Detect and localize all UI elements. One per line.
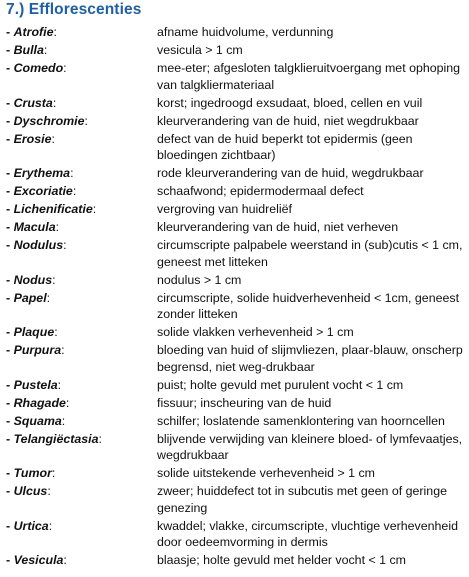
term-name: Macula <box>13 220 56 235</box>
term-definition: zweer; huiddefect tot in subcutis met geen of geringe genezing <box>157 484 447 515</box>
term-name: Dyschromie <box>13 113 85 128</box>
term-definition: circumscripte palpabele weerstand in (sub)cutis < 1 cm, geneest met litteken <box>157 238 463 269</box>
definition-entry <box>6 518 466 551</box>
term: - Vesicula: <box>6 553 67 568</box>
term-name: Bulla <box>13 42 44 57</box>
term-definition: defect van de huid beperkt tot epidermis (geen bloedingen zichtbaar) <box>157 131 413 163</box>
term-name: Crusta <box>13 95 53 110</box>
term-definition: fissuur; inscheuring van de huid <box>157 395 332 410</box>
definition-entry <box>6 237 466 270</box>
definition-entry <box>6 24 466 41</box>
definition-entry <box>6 131 466 164</box>
term-name: Purpura <box>13 343 62 358</box>
term: - Atrofie: <box>6 25 57 39</box>
term: - Rhagade: <box>6 395 70 410</box>
term-definition: afname huidvolume, verdunning <box>157 25 334 39</box>
term: - Lichenificatie: <box>6 202 97 217</box>
definition-entry <box>6 183 466 200</box>
term: - Plaque: <box>6 325 58 340</box>
term-definition: vesicula > 1 cm <box>157 42 243 57</box>
term-definition: circumscripte, solide huidverhevenheid < 1cm, geneest zonder litteken <box>157 290 460 322</box>
term-name: Squama <box>13 413 62 428</box>
term-name: Ulcus <box>13 484 48 499</box>
term: - Nodulus: <box>6 238 67 253</box>
definition-entry <box>6 431 466 464</box>
definition-entry <box>6 60 466 93</box>
term: - Squama: <box>6 413 66 428</box>
definition-entry <box>6 395 466 412</box>
term: - Macula: <box>6 220 60 235</box>
term-name: Erosie <box>13 131 52 146</box>
term-name: Erythema <box>13 166 71 181</box>
term-definition: blaasje; holte gevuld met helder vocht < 1 cm <box>157 553 406 568</box>
term-name: Telangiëctasia <box>13 431 99 446</box>
term-name: Rhagade <box>13 395 66 410</box>
term: - Papel: <box>6 290 51 305</box>
term-definition: kwaddel; vlakke, circumscripte, vluchtige verhevenheid door oedeemvorming in dermis <box>157 518 458 550</box>
definition-entry <box>6 413 466 430</box>
term-name: Papel <box>13 290 47 305</box>
term-name: Nodus <box>13 272 53 287</box>
section-title: 7.) Efflorescenties <box>6 1 142 18</box>
term: - Telangiëctasia: <box>6 431 102 446</box>
term: - Urtica: <box>6 518 53 533</box>
term: - Bulla: <box>6 42 48 57</box>
term-definition: kleurverandering van de huid, niet verheven <box>157 220 399 235</box>
term-definition: korst; ingedroogd exsudaat, bloed, cellen en vuil <box>157 95 423 110</box>
definition-entry <box>6 342 466 375</box>
term-name: Lichenificatie <box>13 202 93 217</box>
definition-entry <box>6 165 466 182</box>
term-name: Comedo <box>13 60 64 75</box>
definition-entry <box>6 324 466 341</box>
definition-entry <box>6 95 466 112</box>
definition-entry <box>6 42 466 59</box>
term: - Dyschromie: <box>6 113 88 128</box>
term-definition: vergroving van huidreliëf <box>157 202 292 217</box>
term-definition: nodulus > 1 cm <box>157 272 242 287</box>
term-name: Plaque <box>13 325 55 340</box>
term-name: Nodulus <box>13 238 64 253</box>
term: - Erythema: <box>6 166 74 181</box>
definition-entry <box>6 272 466 289</box>
term: - Ulcus: <box>6 484 51 499</box>
definition-entry <box>6 465 466 482</box>
definition-entry <box>6 377 466 394</box>
term-definition: schaafwond; epidermodermaal defect <box>157 184 364 199</box>
term: - Erosie: <box>6 131 55 146</box>
term: - Nodus: <box>6 272 56 287</box>
definition-entry <box>6 113 466 130</box>
definition-entry <box>6 201 466 218</box>
term-definition: solide vlakken verhevenheid > 1 cm <box>157 325 354 340</box>
term-definition: mee-eter; afgesloten talgklieruitvoergang met ophoping van talgkliermateriaal <box>157 60 461 92</box>
definition-entry <box>6 483 466 516</box>
term-definition: schilfer; loslatende samenklontering van hoorncellen <box>157 413 445 428</box>
term-name: Excoriatie <box>13 184 73 199</box>
term-name: Tumor <box>13 466 52 481</box>
term: - Purpura: <box>6 343 65 358</box>
term: - Tumor: <box>6 466 56 481</box>
term-definition: solide uitstekende verhevenheid > 1 cm <box>157 466 376 481</box>
term-definition: bloeding van huid of slijmvliezen, plaar-blauw, onscherp begrensd, niet weg-drukbaar <box>157 343 463 374</box>
term-name: Vesicula <box>13 553 64 568</box>
definition-entry <box>6 290 466 323</box>
term-definition: puist; holte gevuld met purulent vocht < 1 cm <box>157 377 404 392</box>
term: - Pustela: <box>6 377 62 392</box>
term-name: Atrofie <box>13 25 54 39</box>
term-definition: blijvende verwijding van kleinere bloed- of lymfevaatjes, wegdrukbaar <box>157 431 463 463</box>
term-name: Urtica <box>13 518 49 533</box>
term: - Excoriatie: <box>6 184 77 199</box>
term: - Comedo: <box>6 60 67 75</box>
definition-entry <box>6 219 466 236</box>
definition-entry <box>6 552 466 569</box>
definition-list <box>6 24 466 570</box>
term: - Crusta: <box>6 95 57 110</box>
term-definition: rode kleurverandering van de huid, wegdrukbaar <box>157 166 424 181</box>
term-definition: kleurverandering van de huid, niet wegdrukbaar <box>157 113 419 128</box>
term-name: Pustela <box>13 377 58 392</box>
